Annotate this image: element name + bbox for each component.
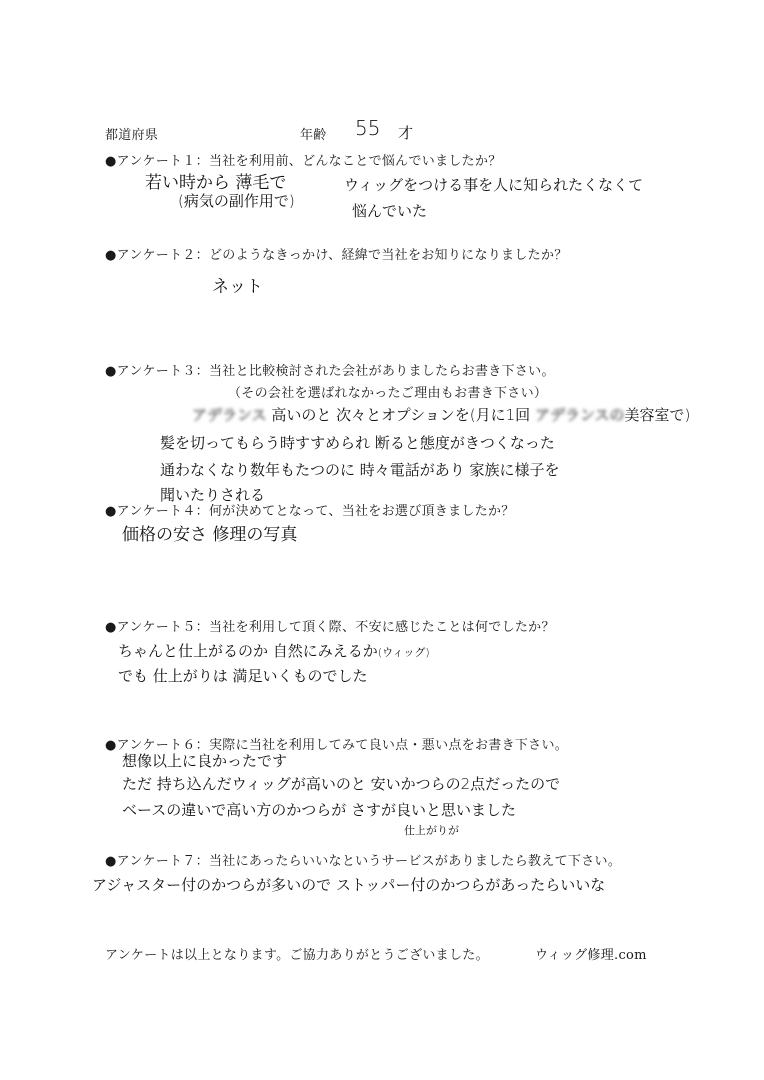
q7-answer: アジャスター付のかつらが多いので ストッパー付のかつらがあったらいいな — [92, 876, 606, 894]
prefecture-label: 都道府県 — [105, 128, 159, 143]
q5-answer-line1 — [118, 640, 430, 661]
question-2: ●アンケート２：どのようなきっかけ、経緯で当社をお知りになりましたか？ — [105, 248, 568, 263]
q6-answer-line1: 想像以上に良かったです — [122, 752, 288, 770]
q4-answer: 価格の安さ 修理の写真 — [122, 525, 298, 545]
q6-answer-line2: ただ 持ち込んだウィッグが高いのと 安いかつらの2点だったので — [122, 775, 561, 793]
q3-line1-text-b: 美容室で) — [624, 406, 691, 424]
question-4: ●アンケート４：何が決めてとなって、当社をお選び頂きましたか？ — [105, 504, 515, 519]
q6-answer-insert: 仕上がりが — [404, 824, 459, 837]
q3-line1-text: 高いのと 次々とオプションを(月に1回 — [271, 406, 531, 424]
q6-answer-line3: ベースの違いで高い方のかつらが さすが良いと思いました — [122, 801, 517, 819]
q3-answer-line3: 通わなくなり数年もたつのに 時々電話があり 家族に様子を — [160, 461, 560, 479]
question-6: ●アンケート６：実際に当社を利用してみて良い点・悪い点をお書き下さい。 — [105, 738, 569, 753]
question-3: ●アンケート３：当社と比較検討された会社がありましたらお書き下さい。 — [105, 364, 555, 379]
question-5: ●アンケート５：当社を利用して頂く際、不安に感じたことは何でしたか？ — [105, 620, 555, 635]
q5-line1-small: (ウィッグ) — [377, 646, 430, 659]
q2-answer: ネット — [212, 277, 263, 297]
closing-thanks: アンケートは以上となります。ご協力ありがとうございました。 — [105, 948, 489, 963]
redacted-company-1: アデランス — [192, 406, 267, 424]
q1-answer-line1: 若い時から 薄毛で — [145, 173, 287, 193]
site-name: ウィッグ修理.com — [535, 948, 647, 963]
age-label: 年齢 — [300, 128, 327, 143]
age-value: 55 — [355, 116, 381, 140]
question-3-sub: （その会社を選ばれなかったご理由もお書き下さい） — [228, 386, 548, 401]
q3-answer-line4: 聞いたりされる — [160, 486, 266, 504]
question-7: ●アンケート７：当社にあったらいいなというサービスがありましたら教えて下さい。 — [105, 854, 622, 869]
q3-answer-line2: 髪を切ってもらう時すすめられ 断ると態度がきつくなった — [160, 434, 555, 452]
q1-answer-line1b: ウィッグをつける事を人に知られたくなくて — [344, 176, 644, 194]
q1-answer-paren: (病気の副作用で) — [178, 192, 295, 210]
q3-answer-line1 — [192, 404, 752, 425]
q5-answer-line2: でも 仕上がりは 満足いくものでした — [118, 667, 368, 685]
redacted-company-2: アデランスの — [534, 406, 625, 424]
question-1: ●アンケート１：当社を利用前、どんなことで悩んでいましたか？ — [105, 154, 502, 169]
q1-answer-line2: 悩んでいた — [352, 202, 428, 220]
q5-line1-text: ちゃんと仕上がるのか 自然にみえるか — [118, 642, 378, 660]
age-unit: 才 — [398, 124, 414, 142]
